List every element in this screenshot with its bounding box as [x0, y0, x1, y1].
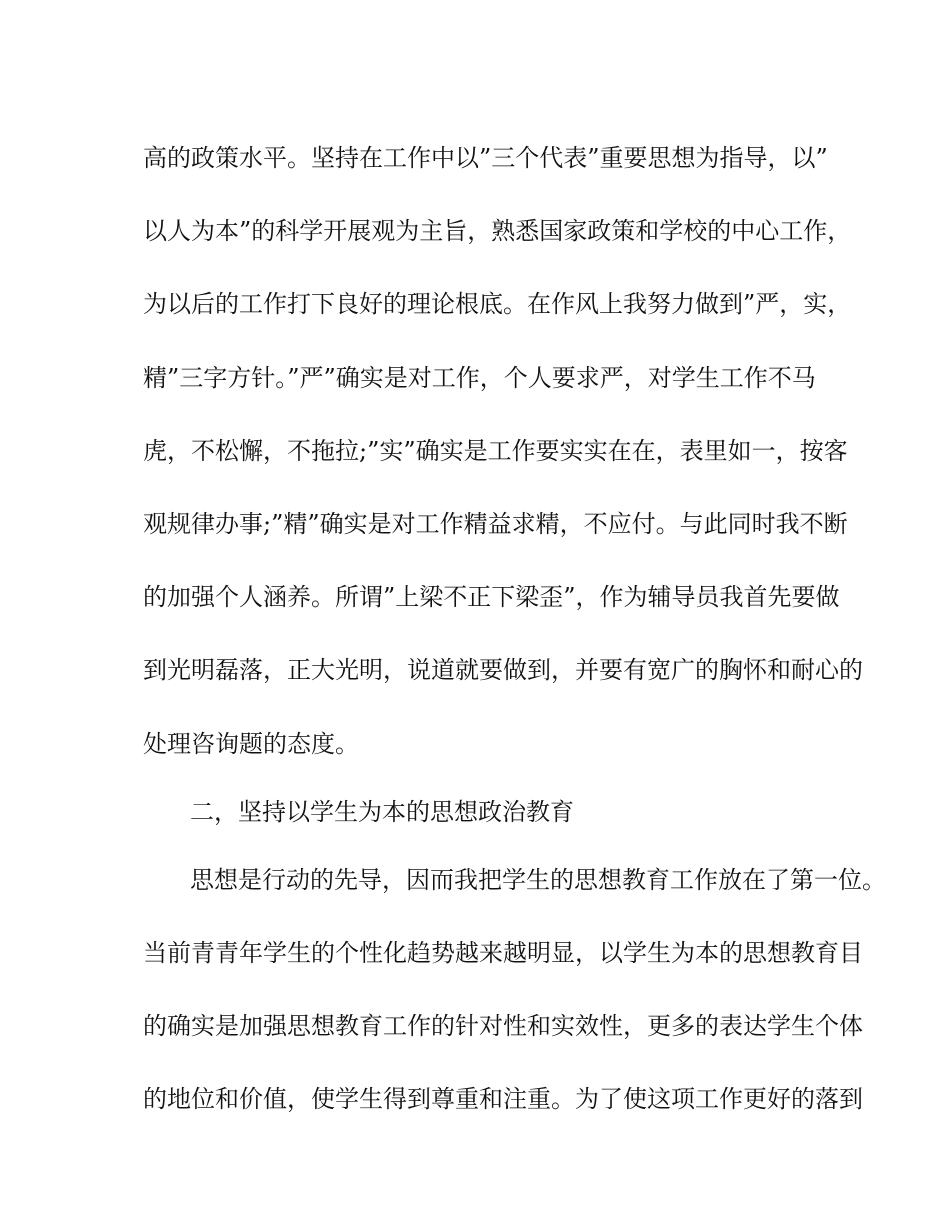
body-line-7: 的加强个人涵养。所谓”上梁不正下梁歪”，作为辅导员我首先要做	[143, 583, 840, 612]
body-line-5: 虎，不松懈，不拖拉;”实”确实是工作要实实在在，表里如一，按客	[143, 436, 848, 465]
body-line-8: 到光明磊落，正大光明，说道就要做到，并要有宽广的胸怀和耐心的	[143, 656, 863, 685]
document-body	[143, 122, 886, 1136]
body-line-4: 精”三字方针。”严”确实是对工作，个人要求严，对学生工作不马	[143, 363, 816, 392]
para2-line-1: 思想是行动的先导，因而我把学生的思想教育工作放在了第一位。	[190, 865, 886, 894]
body-line-1: 高的政策水平。坚持在工作中以”三个代表”重要思想为指导，以”	[143, 144, 828, 172]
section-heading: 二，坚持以学生为本的思想政治教育	[190, 797, 574, 826]
body-line-9: 处理咨询题的态度。	[143, 729, 359, 758]
body-line-6: 观规律办事;”精”确实是对工作精益求精，不应付。与此同时我不断	[143, 509, 848, 538]
para2-line-2: 当前青青年学生的个性化趋势越来越明显，以学生为本的思想教育目	[143, 938, 863, 967]
body-line-2: 以人为本”的科学开展观为主旨，熟悉国家政策和学校的中心工作，	[143, 217, 852, 246]
para2-line-3: 的确实是加强思想教育工作的针对性和实效性，更多的表达学生个体	[143, 1011, 863, 1040]
para2-line-4: 的地位和价值，使学生得到尊重和注重。为了使这项工作更好的落到	[143, 1085, 863, 1114]
body-line-3: 为以后的工作打下良好的理论根底。在作风上我努力做到”严，实，	[143, 290, 852, 319]
